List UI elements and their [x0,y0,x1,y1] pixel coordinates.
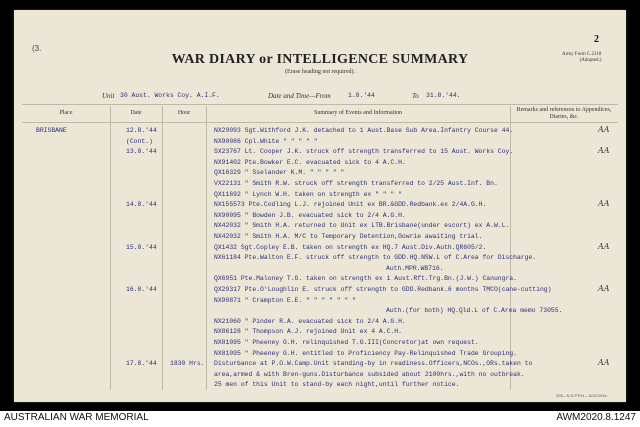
entry-summary: NX90871 " Crampton E.E. " " " " " " " [214,296,356,304]
war-diary-page [14,10,626,402]
unit-value: 30 Aust. Works Coy. A.I.F. [120,92,220,99]
date-to-value: 31.8.'44. [426,92,461,99]
corner-folio-mark: (3. [32,44,42,53]
entry-initials: AA [598,241,610,251]
entry-date: 15.8.'44 [126,243,157,251]
entry-summary: NX90095 " Bowden J.B. evacuated sick to 2/4 A.G.H. [214,211,406,219]
unit-label: Unit [102,92,115,100]
entry-initials: AA [598,199,610,209]
entry-initials: AA [598,284,610,293]
entry-summary: QX6951 Pte.Maloney T.G. taken on strength ex 1 Aust.Rft.Trg.Bn.(J.W.) Canungra. [214,275,517,283]
form-subtitle: (Erase heading not required). [285,69,355,75]
entry-summary: VX22131 " Smith R.W. struck off strength transferred to 2/25 Aust.Inf. Bn. [214,180,498,187]
caption-bar [0,411,640,427]
corner-page-number: 2 [594,34,599,45]
to-label: To [412,92,419,100]
entry-initials: AA [598,146,610,156]
entry-date: 12.8.'44 [126,127,157,134]
entry-summary: QX11692 " Lynch W.H. taken on strength ex " " " " [214,190,402,198]
army-form-adopted: (Adopted.) [579,58,602,63]
entry-summary: NX90086 Cpl.White " " " " " [214,137,318,145]
date-from-value: 1.8.'44 [348,92,375,99]
army-form-reference [562,52,601,64]
entry-summary: NX21060 " Pinder R.A. evacuated sick to 2/4 A.G.H. [214,317,406,325]
entry-place: BRISBANE [36,127,67,134]
entry-date: 13.8.'44 [126,148,157,156]
entry-date: (Cont.) [126,137,153,145]
entry-initials: AA [598,358,610,368]
table-top-rule [22,104,618,105]
form-title: WAR DIARY or INTELLIGENCE SUMMARY [171,52,469,67]
entry-date: 16.8.'44 [126,286,157,293]
column-header-place: Place [59,110,73,116]
entry-summary: NX91402 Pte.Bowker E.C. evacuated sick to 4 A.C.H. [214,158,406,166]
column-header-hour: Hour [177,110,191,116]
entry-summary: Disturbance at P.O.W.Camp.Unit standing-by in readiness.Officers,NCOs.,ORs.taken to [214,360,533,368]
entry-summary: SX23767 Lt. Cooper J.K. struck off strength transferred to 15 Aust. Works Coy. [214,148,514,156]
entry-summary: NX155573 Pte.Codling L.J. rejoined Unit ex BR.&GDD.Redbank.ex 2/4A.G.H. [214,201,487,209]
army-form-number: Army Form C.2118 [562,52,602,57]
printer-code: 205—N.S.P.P.N.—5/42/1944. [556,393,608,398]
entry-summary: NX81095 " Pheeney G.H. entitled to Proficiency Pay-Relinquished Trade Grouping. [214,349,517,357]
entry-summary: NX61184 Pte.Walton E.F. struck off strength to GDD.HQ.NSW.L of C.Area for Discharge. [214,254,537,262]
caption-institution: AUSTRALIAN WAR MEMORIAL [4,412,149,423]
entry-hour: 1830 Hrs. [170,360,205,368]
column-divider-date [162,106,163,390]
entry-date: 14.8.'44 [126,201,157,209]
date-time-label: Date and Time—From [268,92,331,100]
column-header-remarks: Remarks and references to Appendices, Diaries, &c. [516,107,612,120]
entry-summary: 25 men of this Unit to stand-by each night,until further notice. [214,381,460,389]
entry-summary: NX42032 " Smith H.A. returned to Unit ex LTB.Brisbane(under escort) ex A.W.L. [214,222,510,230]
column-divider-place [110,106,111,390]
entry-summary: QX1432 Sgt.Copley E.B. taken on strength ex HQ.7 Aust.Div.Auth.QR605/2. [214,243,487,251]
entry-summary: area,armed & with Bren-guns.Disturbance subsided about 2100hrs.,with no outbreak. [214,370,525,378]
column-header-date: Date [130,110,142,116]
entry-summary: Auth.MPR.WB716. [386,264,444,272]
entry-summary: NX42032 " Smith H.A. M/C to Temporary Detention,Gowrie awaiting trial. [214,233,483,240]
entry-date: 17.8.'44 [126,360,157,368]
entry-summary: NX86128 " Thompson A.J. rejoined Unit ex 4 A.C.H. [214,328,402,336]
entry-summary: QX29317 Pte.O'Loughlin E. struck off strength to GDD.Redbank.6 months TMCO(cane-cutting) [214,286,552,293]
entry-summary: Auth.(for both) HQ.Qld.L of C.Area memo 73055. [386,307,563,315]
entry-summary: QX16329 " Sselander K.M. " " " " " [214,169,345,177]
caption-accession-number: AWM2020.8.1247 [556,412,636,423]
column-divider-hour [206,106,207,390]
entry-summary: NX81095 " Pheeney G.H. relinquished T.G.III(Concretor)at own request. [214,339,479,346]
column-header-summary: Summary of Events and Information [314,110,402,116]
table-header-rule [22,122,618,123]
entry-summary: NX29093 Sgt.Withford J.K. detached to 1 Aust.Base Sub Area.Infantry Course 44. [214,127,514,134]
entry-initials: AA [598,125,610,134]
